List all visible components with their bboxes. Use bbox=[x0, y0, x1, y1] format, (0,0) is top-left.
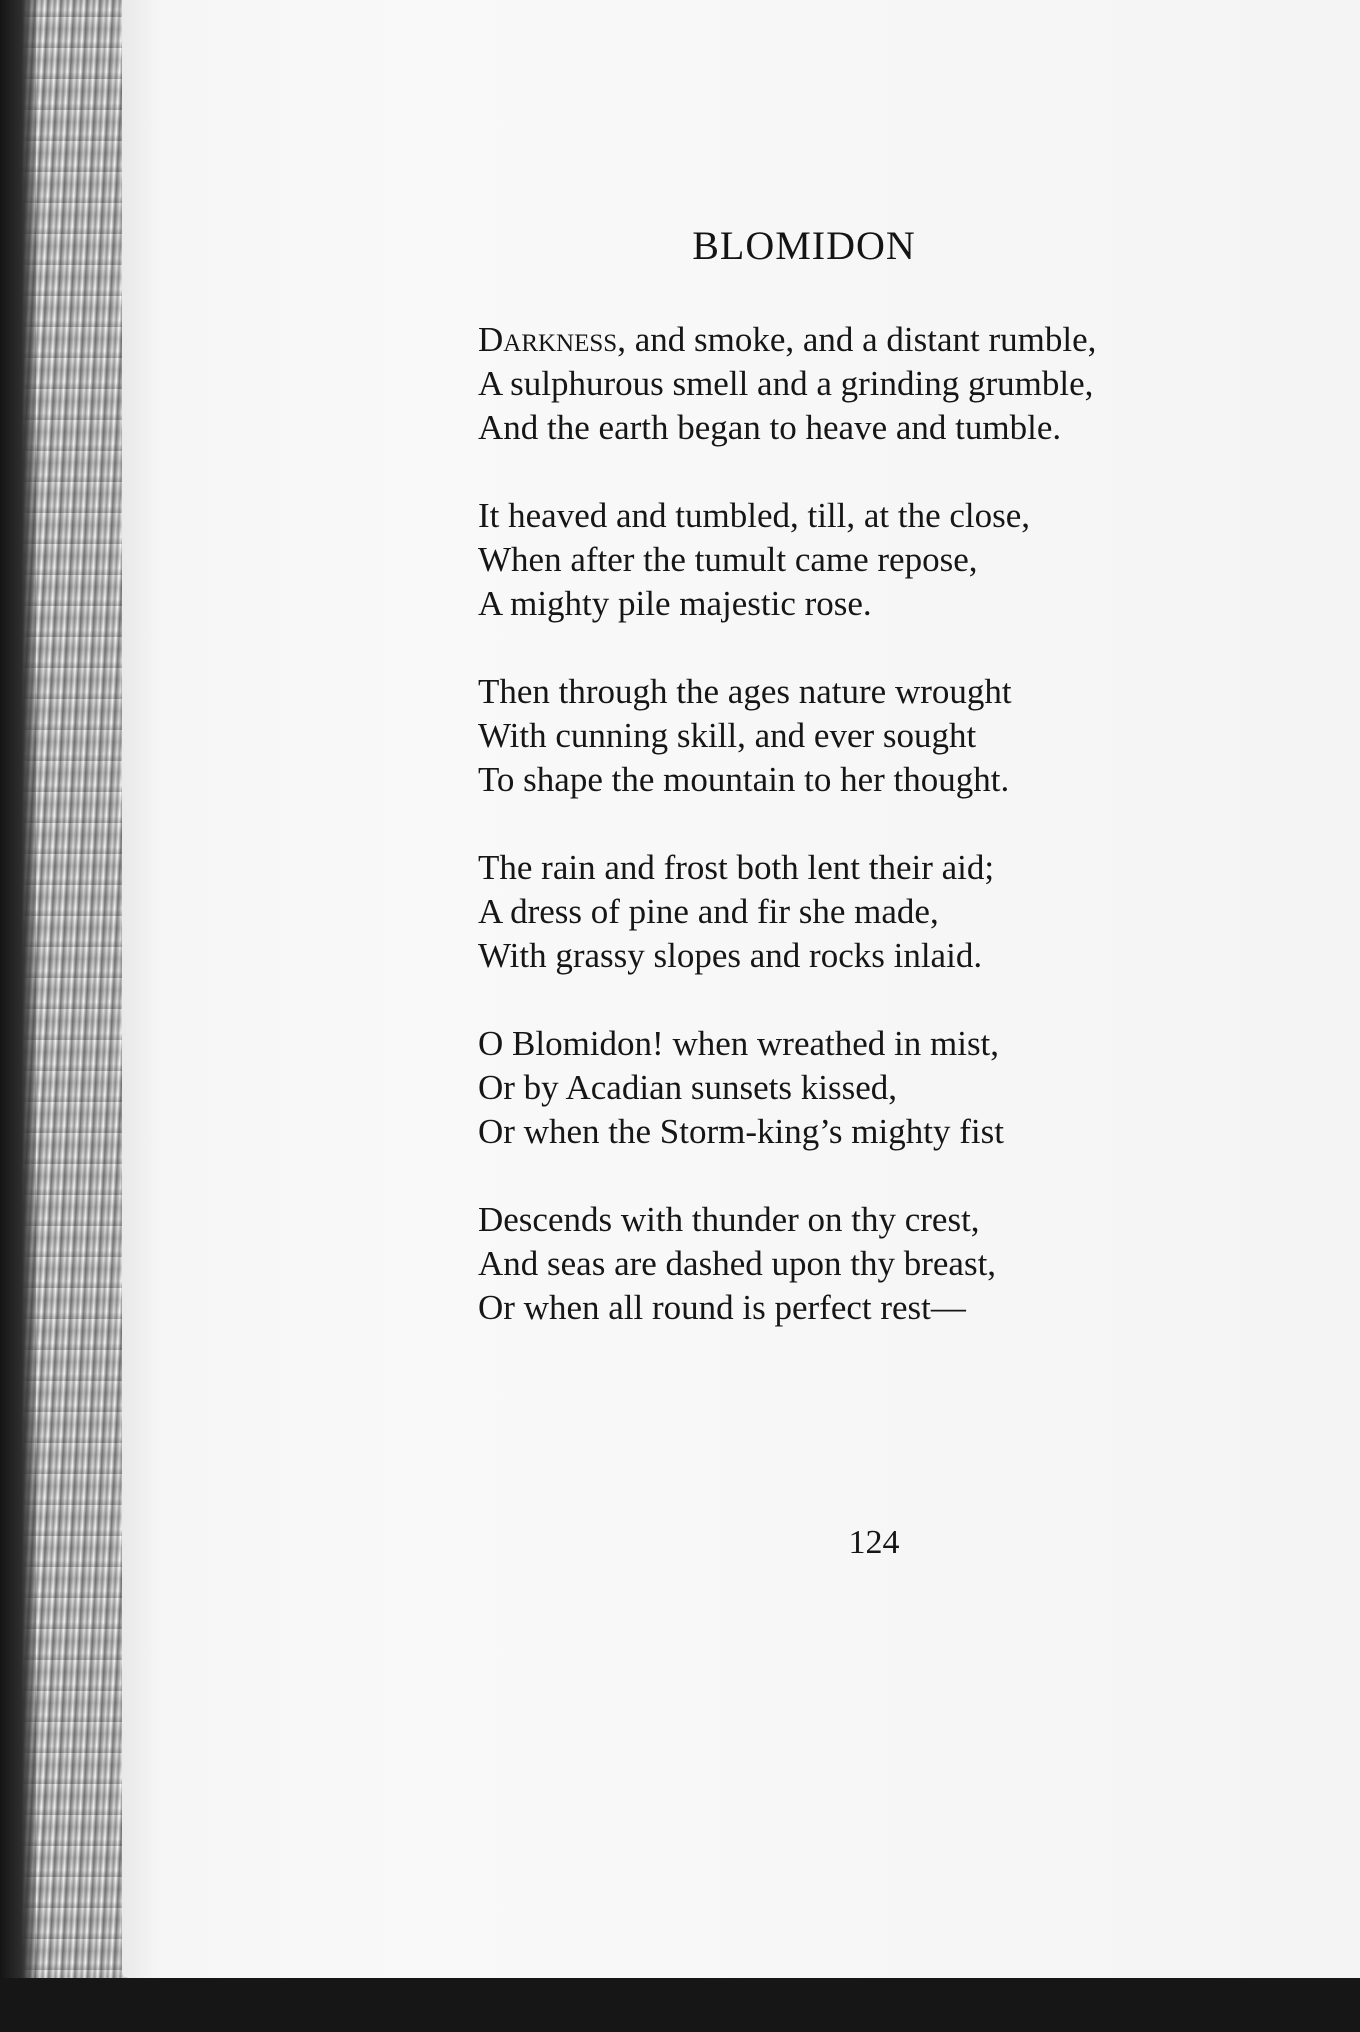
poem-line: Or when the Storm-king’s mighty fist bbox=[478, 1112, 1004, 1151]
poem-line: A dress of pine and fir she made, bbox=[478, 892, 939, 931]
book-page bbox=[122, 0, 1360, 1978]
book-spine-shadow bbox=[0, 0, 36, 2032]
poem-line: Darkness, and smoke, and a distant rumble, bbox=[478, 320, 1097, 359]
poem-line: With cunning skill, and ever sought bbox=[478, 716, 977, 755]
stanza-2 bbox=[478, 494, 1358, 626]
stanza-5 bbox=[478, 1022, 1358, 1154]
poem-line: A sulphurous smell and a grinding grumble, bbox=[478, 364, 1094, 403]
poem-line: The rain and frost both lent their aid; bbox=[478, 848, 995, 887]
poem-line: Or by Acadian sunsets kissed, bbox=[478, 1068, 897, 1107]
poem-line: It heaved and tumbled, till, at the close, bbox=[478, 496, 1031, 535]
stanza-6 bbox=[478, 1198, 1358, 1330]
poem-line: Descends with thunder on thy crest, bbox=[478, 1200, 980, 1239]
opening-word: Darkness bbox=[478, 320, 618, 359]
scan-bottom-shadow bbox=[0, 1978, 1360, 2032]
stanza-4 bbox=[478, 846, 1358, 978]
poem-line: Or when all round is perfect rest— bbox=[478, 1288, 966, 1327]
poem-line: With grassy slopes and rocks inlaid. bbox=[478, 936, 983, 975]
poem-line: To shape the mountain to her thought. bbox=[478, 760, 1010, 799]
poem-line: Then through the ages nature wrought bbox=[478, 672, 1012, 711]
poem-line: O Blomidon! when wreathed in mist, bbox=[478, 1024, 1000, 1063]
poem-line: And seas are dashed upon thy breast, bbox=[478, 1244, 997, 1283]
poem-line: A mighty pile majestic rose. bbox=[478, 584, 872, 623]
stanza-3 bbox=[478, 670, 1358, 802]
poem-line: When after the tumult came repose, bbox=[478, 540, 978, 579]
poem-line: And the earth began to heave and tumble. bbox=[478, 408, 1062, 447]
page-number: 124 bbox=[848, 1524, 900, 1561]
stanza-1 bbox=[478, 318, 1358, 450]
poem-body bbox=[478, 318, 1358, 1374]
poem-title: BLOMIDON bbox=[692, 223, 916, 268]
